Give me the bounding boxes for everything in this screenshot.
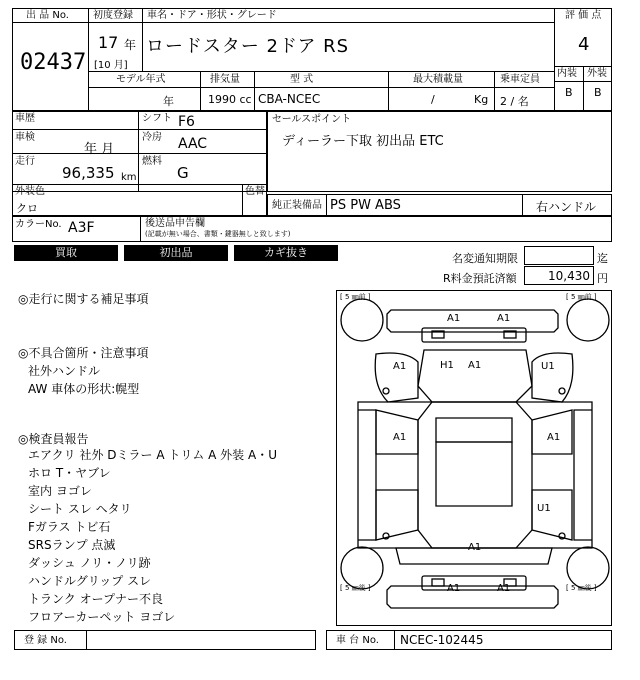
mark-rear-bumper-right: A1: [497, 583, 511, 594]
name-change-field: [524, 246, 594, 265]
defects-title: ◎不具合箇所・注意事項: [18, 346, 149, 360]
first-reg-label: 初度登録: [93, 10, 133, 21]
color-change-label: 色替: [245, 186, 265, 197]
mark-hood-a1: A1: [468, 360, 482, 371]
car-name-label: 車名・ドア・形状・グレード: [147, 10, 277, 21]
score: 4: [578, 34, 590, 55]
mark-left-door: A1: [393, 432, 407, 443]
max-load: /: [431, 93, 435, 106]
color-no: A3F: [68, 220, 95, 236]
buy-bar: 買取: [14, 245, 118, 261]
front-bumper-shape: [387, 310, 558, 332]
tire-front-right-label: [ 5 ㎜前 ]: [566, 293, 597, 301]
inspector-title: ◎検査員報告: [18, 432, 89, 446]
recycle-unit: 円: [597, 272, 608, 285]
car-name: ロードスター 2ドア RS: [146, 36, 350, 57]
equipment: PS PW ABS: [330, 198, 401, 213]
fuel-label: 燃料: [142, 156, 162, 167]
tire-front-left-label: [ 5 ㎜前 ]: [340, 293, 371, 301]
fuel: G: [177, 164, 189, 182]
mark-right-door: A1: [547, 432, 561, 443]
capacity: 2 / 名: [500, 95, 529, 108]
inspector-line: ハンドルグリップ スレ: [28, 574, 152, 588]
key-bar: カギ抜き: [234, 245, 338, 261]
inspector-line: エアクリ 社外 Dミラー A トリム A 外装 A・U: [28, 448, 277, 462]
model-year-label: モデル年式: [116, 74, 166, 85]
mark-front-bumper-right: A1: [497, 313, 511, 324]
ac: AAC: [178, 136, 208, 152]
first-reg-month: [10 月]: [94, 60, 128, 71]
shift: F6: [178, 114, 195, 130]
recycle-label: R料金預託済額: [443, 272, 517, 285]
sales-point-label: セールスポイント: [272, 114, 352, 125]
inspector-line: SRSランプ 点滅: [28, 538, 116, 552]
details-left: [12, 111, 267, 192]
max-load-label: 最大積載量: [413, 74, 463, 85]
defects-line: 社外ハンドル: [28, 364, 101, 378]
mark-front-bumper-left: A1: [447, 313, 461, 324]
front-right-tire: [567, 299, 609, 341]
exterior-grade: B: [594, 86, 602, 99]
inspection: 年 月: [84, 142, 115, 157]
rear-bumper-shape: [387, 586, 558, 608]
tire-rear-right-label: [ 5 ㎜後 ]: [566, 584, 597, 592]
year-unit: 年: [124, 38, 137, 52]
mileage: 96,335: [62, 164, 115, 182]
car-diagram: [336, 290, 612, 626]
model: CBA-NCEC: [258, 92, 321, 106]
reg-no-label: 登 録 No.: [24, 635, 67, 646]
color-label: 外装色: [15, 186, 45, 197]
model-label: 型 式: [290, 74, 314, 85]
inspector-line: フロアーカーペット ヨゴレ: [28, 610, 176, 624]
model-year-unit: 年: [163, 95, 174, 108]
color: クロ: [16, 202, 38, 215]
interior-grade: B: [565, 86, 573, 99]
lot-no-label: 出 品 No.: [26, 10, 69, 21]
mark-hood-h1: H1: [440, 360, 454, 371]
body-outline: [358, 402, 592, 548]
exterior-label: 外装: [587, 68, 607, 79]
driving-title: ◎走行に関する補足事項: [18, 292, 149, 306]
capacity-label: 乗車定員: [500, 74, 540, 85]
inspector-line: シート スレ ヘタリ: [28, 502, 132, 516]
inspector-line: トランク オープナー不良: [28, 592, 163, 606]
steering: 右ハンドル: [536, 200, 597, 214]
mark-trunk: A1: [468, 542, 482, 553]
interior-label: 内装: [557, 68, 577, 79]
inspector-line: 室内 ヨゴレ: [28, 484, 92, 498]
inspector-line: Fガラス トビ石: [28, 520, 111, 534]
tire-rear-left-label: [ 5 ㎜後 ]: [340, 584, 371, 592]
equipment-label: 純正装備品: [272, 200, 322, 211]
recycle-amount: 10,430: [548, 269, 590, 283]
aftermarket-label: 後送品申告欄: [145, 218, 205, 229]
mark-rear-bumper-left: A1: [447, 583, 461, 594]
mark-right-rear-fender: U1: [537, 503, 551, 514]
history-label: 車歴: [15, 113, 35, 124]
ac-label: 冷房: [142, 132, 162, 143]
color-no-box: [12, 216, 612, 242]
inspector-line: ダッシュ ノリ・ノリ跡: [28, 556, 151, 570]
max-load-unit: Kg: [474, 93, 489, 106]
displacement: 1990 cc: [208, 93, 252, 106]
mark-right-front-fender: U1: [541, 361, 555, 372]
name-change-label: 名変通知期限: [452, 252, 518, 265]
chassis-no: NCEC-102445: [400, 633, 484, 647]
mileage-unit: km: [121, 172, 137, 183]
inspection-label: 車検: [15, 132, 35, 143]
front-left-tire: [341, 299, 383, 341]
mileage-label: 走行: [15, 156, 35, 167]
first-reg-year: 17: [98, 33, 119, 52]
mark-left-front-fender: A1: [393, 361, 407, 372]
name-change-unit: 迄: [597, 252, 608, 265]
lot-no: 02437: [20, 50, 87, 75]
shift-label: シフト: [142, 113, 172, 124]
cabin-shape: [418, 402, 532, 548]
inspector-line: ホロ T・ヤブレ: [28, 466, 111, 480]
sales-point: ディーラー下取 初出品 ETC: [282, 134, 444, 149]
hood-shape: [418, 350, 532, 402]
chassis-label: 車 台 No.: [336, 635, 379, 646]
displacement-label: 排気量: [210, 74, 240, 85]
first-listing-bar: 初出品: [124, 245, 228, 261]
color-box: [12, 184, 267, 216]
score-label: 評 価 点: [565, 10, 602, 21]
defects-line: AW 車体の形状:幌型: [28, 382, 140, 396]
color-no-label: カラーNo.: [15, 219, 62, 230]
aftermarket-note: (記載が無い場合、書類・鍵器無しと致します): [145, 230, 291, 238]
